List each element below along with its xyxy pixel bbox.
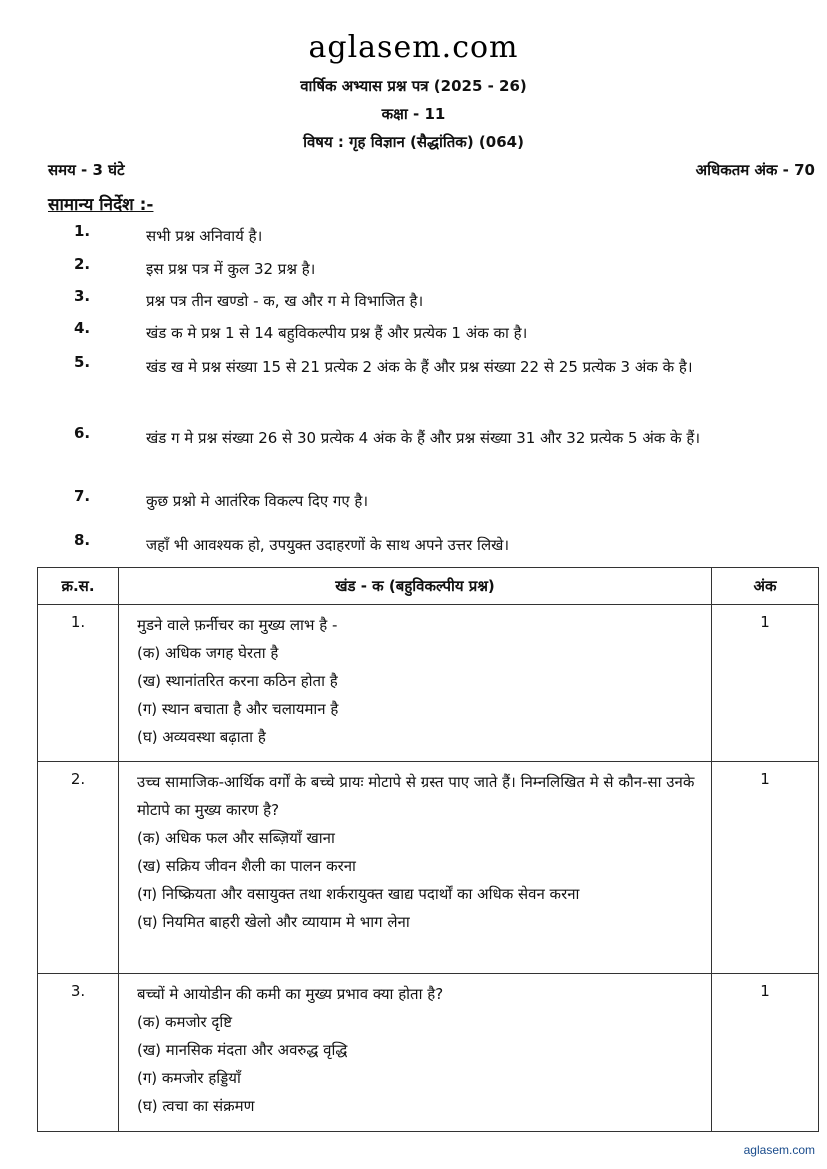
- option-ga: (ग) कमजोर हड्डियाँ: [137, 1069, 241, 1087]
- question-number: 2.: [38, 762, 119, 974]
- instruction-number: 3.: [74, 287, 91, 305]
- question-number: 1.: [38, 605, 119, 762]
- option-ka: (क) अधिक फल और सब्ज़ियाँ खाना: [137, 829, 335, 847]
- instruction-number: 2.: [74, 255, 91, 273]
- instructions-title: सामान्य निर्देश :-: [48, 195, 154, 215]
- instruction-text: खंड ख मे प्रश्न संख्या 15 से 21 प्रत्येक 2 अंक के हैं और प्रश्न संख्या 22 से 25 प्रत्येक 3 अंक के है।: [146, 358, 693, 376]
- subject-line: विषय : गृह विज्ञान (सैद्धांतिक) (064): [303, 133, 524, 151]
- question-row: [38, 762, 819, 974]
- instruction-text: खंड क मे प्रश्न 1 से 14 बहुविकल्पीय प्रश्न हैं और प्रत्येक 1 अंक का है।: [146, 324, 528, 342]
- footer-site-link[interactable]: aglasem.com: [743, 1143, 815, 1157]
- question-marks: 1: [712, 762, 819, 974]
- question-marks: 1: [712, 605, 819, 762]
- header-section: खंड - क (बहुविकल्पीय प्रश्न): [119, 568, 712, 605]
- question-body: [119, 974, 712, 1132]
- instruction-number: 4.: [74, 319, 91, 337]
- instruction-text: जहाँ भी आवश्यक हो, उपयुक्त उदाहरणों के साथ अपने उत्तर लिखे।: [146, 536, 510, 554]
- question-body: [119, 762, 712, 974]
- paper-title: वार्षिक अभ्यास प्रश्न पत्र (2025 - 26): [300, 77, 527, 95]
- instruction-number: 1.: [74, 222, 91, 240]
- instruction-text: कुछ प्रश्नो मे आतंरिक विकल्प दिए गए है।: [146, 492, 369, 510]
- question-text: उच्च सामाजिक-आर्थिक वर्गों के बच्चे प्रायः मोटापे से ग्रस्त पाए जाते हैं। निम्नलिखित मे से कौन-सा उनके मोटापे का मुख्य कारण है?: [137, 773, 695, 819]
- option-kha: (ख) स्थानांतरित करना कठिन होता है: [137, 672, 338, 690]
- option-kha: (ख) मानसिक मंदता और अवरुद्ध वृद्धि: [137, 1041, 348, 1059]
- option-ga: (ग) निष्क्रियता और वसायुक्त तथा शर्करायुक्त खाद्य पदार्थों का अधिक सेवन करना: [137, 885, 580, 903]
- instruction-number: 8.: [74, 531, 91, 549]
- header-sno: क्र.स.: [38, 568, 119, 605]
- time-duration: समय - 3 घंटे: [48, 161, 125, 179]
- question-table: [37, 567, 819, 1132]
- option-ga: (ग) स्थान बचाता है और चलायमान है: [137, 700, 339, 718]
- instruction-number: 7.: [74, 487, 91, 505]
- max-marks: अधिकतम अंक - 70: [695, 161, 815, 179]
- site-logo: aglasem.com: [308, 30, 519, 65]
- question-body: [119, 605, 712, 762]
- instruction-number: 6.: [74, 424, 91, 442]
- option-ka: (क) कमजोर दृष्टि: [137, 1013, 233, 1031]
- instruction-text: इस प्रश्न पत्र में कुल 32 प्रश्न है।: [146, 260, 316, 278]
- question-row: [38, 974, 819, 1132]
- instruction-number: 5.: [74, 353, 91, 371]
- instruction-text: प्रश्न पत्र तीन खण्डो - क, ख और ग मे विभाजित है।: [146, 292, 424, 310]
- option-ka: (क) अधिक जगह घेरता है: [137, 644, 279, 662]
- instruction-text: खंड ग मे प्रश्न संख्या 26 से 30 प्रत्येक 4 अंक के हैं और प्रश्न संख्या 31 और 32 प्रत्येक 5 अंक के हैं।: [146, 429, 701, 447]
- table-header-row: [38, 568, 819, 605]
- question-text: बच्चों मे आयोडीन की कमी का मुख्य प्रभाव क्या होता है?: [137, 985, 444, 1003]
- question-number: 3.: [38, 974, 119, 1132]
- class-line: कक्षा - 11: [381, 105, 446, 123]
- header-marks: अंक: [712, 568, 819, 605]
- option-gha: (घ) नियमित बाहरी खेलो और व्यायाम मे भाग लेना: [137, 913, 410, 931]
- question-row: [38, 605, 819, 762]
- question-marks: 1: [712, 974, 819, 1132]
- question-text: मुडने वाले फ़र्नीचर का मुख्य लाभ है -: [137, 616, 338, 634]
- option-gha: (घ) अव्यवस्था बढ़ाता है: [137, 728, 266, 746]
- option-gha: (घ) त्वचा का संक्रमण: [137, 1097, 255, 1115]
- option-kha: (ख) सक्रिय जीवन शैली का पालन करना: [137, 857, 356, 875]
- instruction-text: सभी प्रश्न अनिवार्य है।: [146, 227, 263, 245]
